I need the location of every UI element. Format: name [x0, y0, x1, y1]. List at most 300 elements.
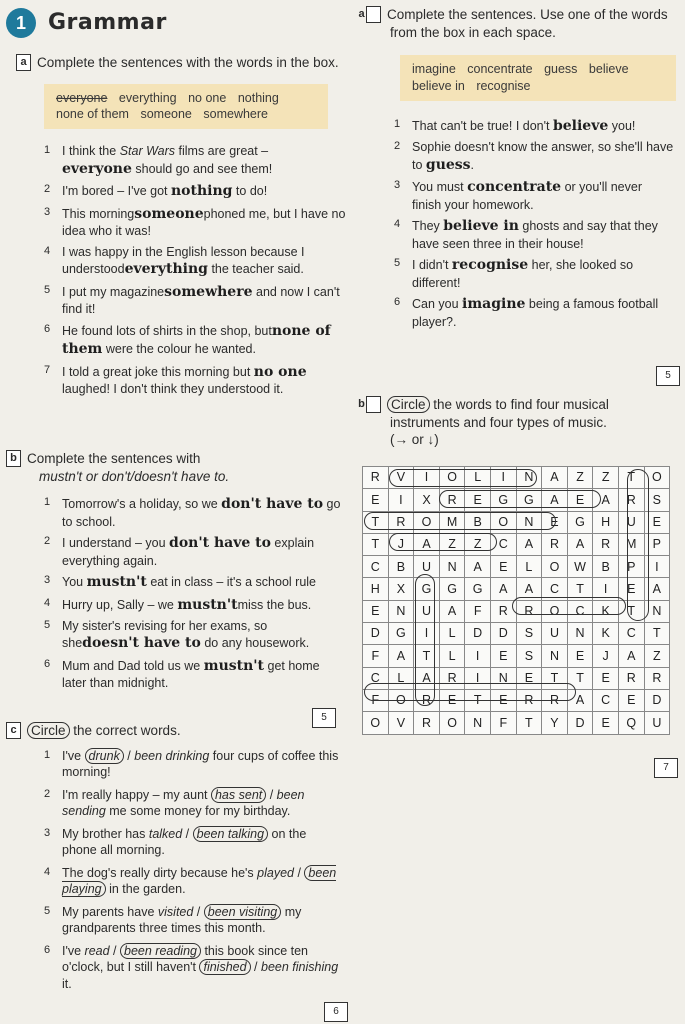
grid-cell[interactable]: G	[516, 489, 542, 511]
list-item	[44, 182, 349, 200]
circle-word: Circle	[27, 722, 70, 739]
grid-cell[interactable]: F	[363, 645, 389, 667]
grid-cell[interactable]: A	[465, 556, 491, 578]
grid-cell[interactable]: T	[363, 533, 389, 555]
item-text-before: I understand – you	[62, 536, 170, 551]
grid-cell[interactable]: O	[439, 712, 465, 734]
grid-cell[interactable]: O	[490, 511, 516, 533]
grid-cell[interactable]: E	[542, 511, 568, 533]
grid-cell[interactable]: O	[542, 600, 568, 622]
answer-text: no one	[253, 363, 307, 380]
grid-cell[interactable]: I	[465, 645, 491, 667]
grid-cell[interactable]: E	[490, 556, 516, 578]
item-number: 2	[394, 140, 401, 153]
instruction-text: Complete the sentences with	[27, 451, 201, 466]
grid-cell[interactable]: I	[414, 467, 440, 489]
list-item	[44, 904, 344, 937]
option-separator: /	[109, 943, 120, 958]
item-text-before: My sister's revising for her exams, so she	[62, 618, 268, 651]
grid-cell[interactable]: O	[542, 556, 568, 578]
option-2: been reading	[120, 943, 201, 959]
item-text: I'm really happy – my aunt	[62, 787, 211, 802]
grid-cell[interactable]: Q	[618, 712, 644, 734]
box-word: someone	[140, 107, 192, 122]
option-separator: /	[193, 904, 204, 919]
word-box-left	[44, 84, 328, 130]
grid-cell[interactable]: C	[542, 578, 568, 600]
answer-text: everyone	[62, 160, 132, 177]
grid-cell[interactable]: E	[363, 489, 389, 511]
option-3: finished	[199, 959, 250, 975]
grid-cell[interactable]: E	[593, 667, 619, 689]
grid-cell[interactable]: J	[593, 645, 619, 667]
answer-text: recognise	[451, 257, 529, 274]
grid-row	[363, 489, 670, 511]
item-text-rest: eat in class – it's a school rule	[146, 575, 316, 590]
item-number: 5	[44, 618, 51, 631]
grid-cell[interactable]: I	[593, 578, 619, 600]
grid-cell[interactable]: E	[618, 578, 644, 600]
grid-cell[interactable]: R	[542, 689, 568, 711]
section-label: c	[6, 722, 21, 739]
grid-cell[interactable]: G	[414, 578, 440, 600]
option-2: been talking	[193, 826, 268, 842]
section-b-right	[358, 396, 678, 449]
list-item	[44, 787, 344, 820]
grid-cell[interactable]: K	[593, 600, 619, 622]
grid-cell[interactable]: A	[439, 600, 465, 622]
item-text-before: This morning	[62, 206, 135, 221]
grid-cell[interactable]: T	[414, 645, 440, 667]
option-separator: /	[266, 787, 277, 802]
grid-cell[interactable]: A	[414, 667, 440, 689]
item-text-rest: should go and see them!	[131, 161, 273, 176]
box-word: no one	[188, 90, 227, 105]
grid-cell[interactable]: P	[618, 556, 644, 578]
section-a-left-list	[44, 143, 349, 397]
item-text-before: I put my magazine	[62, 284, 165, 299]
section-a-right-list	[394, 117, 674, 330]
list-item	[44, 826, 344, 859]
option-separator: /	[250, 960, 261, 975]
grid-cell[interactable]: T	[618, 600, 644, 622]
option-4: been finishing	[261, 960, 339, 975]
list-item	[394, 178, 674, 213]
box-word: recognise	[476, 78, 531, 93]
grid-cell[interactable]: D	[644, 689, 670, 711]
item-text-rest: .	[470, 157, 475, 172]
item-number: 3	[44, 574, 51, 587]
grid-cell[interactable]: P	[644, 533, 670, 555]
grid-cell[interactable]: E	[516, 667, 542, 689]
grid-cell[interactable]: T	[567, 578, 593, 600]
item-number: 1	[394, 117, 401, 130]
box-word: none of them	[56, 107, 129, 122]
grid-cell[interactable]: A	[542, 489, 568, 511]
item-text-rest: explain everything again.	[62, 536, 315, 568]
item-number: 3	[394, 179, 401, 192]
score-box: 7	[654, 758, 678, 778]
grid-cell[interactable]: F	[363, 689, 389, 711]
item-text-rest: and now I can't find it!	[62, 284, 340, 317]
grid-cell[interactable]: E	[490, 645, 516, 667]
item-number: 2	[44, 787, 51, 800]
item-text-rest: get home later than midnight.	[62, 658, 320, 691]
grid-cell[interactable]: D	[363, 623, 389, 645]
item-text: it.	[62, 976, 72, 991]
grid-cell[interactable]: N	[439, 556, 465, 578]
grid-cell[interactable]: R	[542, 533, 568, 555]
grid-cell[interactable]: F	[465, 600, 491, 622]
grid-cell[interactable]: U	[618, 511, 644, 533]
grid-row	[363, 533, 670, 555]
item-text-before: He found lots of shirts in the shop, but	[62, 323, 272, 338]
grid-cell[interactable]: E	[439, 689, 465, 711]
item-text-rest: miss the bus.	[237, 597, 312, 612]
item-text-rest: ghosts and say that they have seen three in their house!	[412, 219, 658, 251]
item-text-rest: laughed! I don't think they understood it.	[62, 382, 284, 397]
item-number: 7	[44, 363, 51, 376]
item-text: four cups of coffee this morning!	[62, 748, 339, 780]
list-item	[394, 217, 674, 252]
grid-cell[interactable]: G	[388, 623, 414, 645]
grid-cell[interactable]: S	[644, 489, 670, 511]
grid-row	[363, 623, 670, 645]
grid-cell[interactable]: T	[618, 467, 644, 489]
list-item	[44, 495, 344, 530]
item-number: 4	[44, 244, 51, 257]
list-item	[44, 322, 349, 359]
item-number: 6	[44, 322, 51, 335]
section-c-left-list	[44, 748, 344, 993]
grid-cell[interactable]: C	[593, 689, 619, 711]
grid-cell[interactable]: X	[414, 489, 440, 511]
list-item	[394, 117, 674, 135]
grid-cell[interactable]: E	[618, 689, 644, 711]
box-word: believe in	[412, 78, 465, 93]
answer-text: don't have to	[221, 496, 324, 513]
item-number: 2	[44, 535, 51, 548]
grid-cell[interactable]: A	[618, 645, 644, 667]
section-b-left-list	[44, 495, 344, 692]
answer-text: don't have to	[169, 535, 271, 552]
grid-cell[interactable]: I	[414, 623, 440, 645]
grid-cell[interactable]: A	[388, 645, 414, 667]
grid-cell[interactable]: N	[388, 600, 414, 622]
instruction-text: the words to find four musical instruments and four types of music.	[390, 397, 609, 430]
grid-cell[interactable]: T	[542, 667, 568, 689]
grid-cell[interactable]: R	[490, 600, 516, 622]
score-box: 5	[656, 366, 680, 386]
box-word: concentrate	[467, 62, 533, 77]
section-b-left-instruction	[6, 450, 346, 485]
section-b-left	[6, 450, 346, 723]
section-label: b	[6, 450, 21, 467]
grid-cell[interactable]: R	[593, 533, 619, 555]
grid-cell[interactable]: T	[363, 511, 389, 533]
grid-cell[interactable]: A	[414, 533, 440, 555]
list-item	[44, 943, 344, 993]
item-text-rest: go to school.	[62, 497, 341, 529]
grid-cell[interactable]: X	[388, 578, 414, 600]
grid-cell[interactable]: G	[490, 489, 516, 511]
option-1: visited	[157, 904, 194, 919]
answer-text: imagine	[462, 296, 526, 313]
grid-row	[363, 712, 670, 734]
list-item	[44, 534, 344, 569]
box-word: everyone	[56, 90, 108, 105]
item-text-rest: her, she looked so different!	[412, 258, 634, 290]
item-text: I've	[62, 748, 85, 763]
grid-cell[interactable]: E	[490, 689, 516, 711]
grid-cell[interactable]: V	[388, 712, 414, 734]
option-2: been playing	[62, 865, 337, 897]
item-text-before: I'm bored – I've got	[62, 184, 171, 199]
grid-cell[interactable]: T	[567, 667, 593, 689]
grid-cell[interactable]: S	[516, 645, 542, 667]
item-text: I've	[62, 943, 85, 958]
item-number: 6	[394, 296, 401, 309]
section-label: a	[16, 54, 31, 71]
option-1: played	[257, 865, 294, 880]
item-text-before: Can you	[412, 297, 463, 312]
grid-cell[interactable]: A	[490, 578, 516, 600]
grid-cell[interactable]: L	[516, 556, 542, 578]
grid-cell[interactable]: E	[363, 600, 389, 622]
grid-cell[interactable]: L	[439, 645, 465, 667]
item-text-before: I told a great joke this morning but	[62, 364, 254, 379]
circle-word: Circle	[387, 396, 430, 413]
grid-cell[interactable]: H	[593, 511, 619, 533]
grid-cell[interactable]: U	[644, 712, 670, 734]
grid-cell[interactable]: O	[644, 467, 670, 489]
grid-cell[interactable]: O	[388, 689, 414, 711]
item-number: 4	[394, 218, 401, 231]
item-text: My parents have	[62, 904, 158, 919]
item-number: 1	[44, 748, 51, 761]
grid-row	[363, 556, 670, 578]
option-separator: /	[182, 826, 193, 841]
grid-cell[interactable]: R	[618, 489, 644, 511]
grid-cell[interactable]: T	[516, 712, 542, 734]
grid-cell[interactable]: U	[414, 556, 440, 578]
list-item	[44, 596, 344, 614]
item-number: 2	[44, 183, 51, 196]
grid-cell[interactable]: J	[388, 533, 414, 555]
grid-cell[interactable]: A	[542, 467, 568, 489]
grid-cell[interactable]: R	[516, 600, 542, 622]
box-word: guess	[544, 62, 578, 77]
option-2: been drinking	[134, 748, 210, 763]
grid-cell[interactable]: R	[516, 689, 542, 711]
grid-cell[interactable]: H	[363, 578, 389, 600]
grid-cell[interactable]: R	[414, 712, 440, 734]
grid-cell[interactable]: G	[465, 578, 491, 600]
grid-cell[interactable]: N	[516, 467, 542, 489]
item-text-rest: being a famous football player?.	[412, 297, 659, 329]
answer-text: everything	[124, 261, 208, 278]
grid-cell[interactable]: Z	[465, 533, 491, 555]
grid-cell[interactable]: E	[567, 645, 593, 667]
item-text-before: Hurry up, Sally – we	[62, 597, 178, 612]
option-1: has sent	[211, 787, 266, 803]
list-item	[394, 256, 674, 291]
section-label: a	[366, 6, 381, 23]
grid-cell[interactable]: I	[465, 667, 491, 689]
list-item	[394, 295, 674, 330]
grid-cell[interactable]: N	[465, 712, 491, 734]
section-c-left-instruction	[6, 722, 346, 740]
word-search-grid	[362, 466, 670, 735]
grid-cell[interactable]: U	[542, 623, 568, 645]
item-text: My brother has	[62, 826, 149, 841]
answer-text: someone	[134, 205, 204, 222]
grid-cell[interactable]: C	[490, 533, 516, 555]
grid-cell[interactable]: Z	[439, 533, 465, 555]
item-text: this book since ten o'clock, but I still haven't	[62, 943, 308, 975]
grid-cell[interactable]: G	[439, 578, 465, 600]
grid-cell[interactable]: E	[593, 712, 619, 734]
grid-cell[interactable]: S	[516, 623, 542, 645]
grid-cell[interactable]: A	[516, 578, 542, 600]
grid-cell[interactable]: E	[567, 489, 593, 511]
grid-cell[interactable]: D	[567, 712, 593, 734]
grid-cell[interactable]: R	[439, 667, 465, 689]
grid-cell[interactable]: R	[363, 467, 389, 489]
grid-cell[interactable]: W	[567, 556, 593, 578]
item-number: 5	[44, 283, 51, 296]
grid-cell[interactable]: M	[439, 511, 465, 533]
grid-cell[interactable]: V	[388, 467, 414, 489]
grid-cell[interactable]: K	[593, 623, 619, 645]
grid-cell[interactable]: N	[644, 600, 670, 622]
item-text-before: I was happy in the English lesson because I understood	[62, 244, 305, 277]
grid-cell[interactable]: R	[439, 489, 465, 511]
grid-cell[interactable]: A	[644, 578, 670, 600]
grid-cell[interactable]: B	[465, 511, 491, 533]
item-text-before: Sophie doesn't know the answer, so she'll have to	[412, 140, 674, 172]
grid-row	[363, 645, 670, 667]
grid-cell[interactable]: C	[618, 623, 644, 645]
grid-row	[363, 667, 670, 689]
grid-cell[interactable]: Y	[542, 712, 568, 734]
option-separator: /	[123, 748, 135, 763]
item-number: 6	[44, 657, 51, 670]
grid-cell[interactable]: O	[439, 467, 465, 489]
page-title: Grammar	[48, 10, 167, 35]
grid-cell[interactable]: N	[516, 511, 542, 533]
grid-cell[interactable]: O	[363, 712, 389, 734]
grid-cell[interactable]: A	[593, 489, 619, 511]
option-2: been sending	[62, 787, 305, 819]
grid-cell[interactable]: R	[644, 667, 670, 689]
option-1: drunk	[85, 748, 124, 764]
box-word: everything	[118, 90, 177, 105]
grid-cell[interactable]: L	[465, 467, 491, 489]
grid-cell[interactable]: C	[567, 600, 593, 622]
list-item	[44, 244, 349, 279]
instruction-text: Complete the sentences with the words in the box.	[37, 55, 339, 70]
grid-cell[interactable]: B	[593, 556, 619, 578]
grid-cell[interactable]: A	[567, 533, 593, 555]
grid-cell[interactable]: U	[414, 600, 440, 622]
list-item	[394, 139, 674, 174]
grid-cell[interactable]: Z	[593, 467, 619, 489]
answer-text: believe in	[443, 218, 519, 235]
item-text-before: You	[62, 575, 87, 590]
option-1: read	[84, 943, 110, 958]
answer-text: guess	[425, 156, 471, 173]
grid-cell[interactable]: C	[363, 556, 389, 578]
grid-cell[interactable]: R	[388, 511, 414, 533]
answer-text: none of them	[62, 322, 331, 358]
answer-text: concentrate	[467, 179, 562, 196]
grid-cell[interactable]: N	[567, 623, 593, 645]
answer-text: believe	[552, 117, 609, 134]
score-box: 5	[312, 708, 336, 728]
grid-cell[interactable]: N	[542, 645, 568, 667]
grid-cell[interactable]: I	[388, 489, 414, 511]
grid-cell[interactable]: Z	[567, 467, 593, 489]
item-text: The dog's really dirty because he's	[62, 865, 258, 880]
grid-cell[interactable]: Z	[644, 645, 670, 667]
option-1: talked	[148, 826, 183, 841]
instruction-italic: mustn't or don't/doesn't have to.	[39, 468, 230, 484]
grid-cell[interactable]: O	[414, 511, 440, 533]
grid-cell[interactable]: G	[567, 511, 593, 533]
item-text-after: films are great –	[175, 144, 269, 159]
grid-cell[interactable]: B	[388, 556, 414, 578]
section-a-right	[358, 6, 678, 381]
item-text: in the garden.	[105, 882, 186, 897]
item-number: 5	[44, 904, 51, 917]
list-item	[44, 865, 344, 898]
answer-text: nothing	[171, 183, 233, 200]
section-a-left-instruction	[16, 54, 346, 72]
grid-cell[interactable]: L	[439, 623, 465, 645]
grid-cell[interactable]: L	[388, 667, 414, 689]
option-separator: /	[294, 865, 305, 880]
item-text-before: Mum and Dad told us we	[62, 658, 204, 673]
grid-cell[interactable]: C	[363, 667, 389, 689]
grid-cell[interactable]: D	[490, 623, 516, 645]
grid-cell[interactable]: N	[490, 667, 516, 689]
grid-cell[interactable]: T	[465, 689, 491, 711]
grid-cell[interactable]: E	[465, 489, 491, 511]
box-word: imagine	[412, 62, 456, 77]
grid-cell[interactable]: R	[618, 667, 644, 689]
grid-cell[interactable]: T	[644, 623, 670, 645]
item-title-italic: Star Wars	[119, 144, 176, 159]
grid-cell[interactable]: R	[414, 689, 440, 711]
grid-cell[interactable]: A	[516, 533, 542, 555]
grid-cell[interactable]: D	[465, 623, 491, 645]
grid-row	[363, 578, 670, 600]
grid-cell[interactable]: A	[567, 689, 593, 711]
grid-row	[363, 467, 670, 489]
grid-cell[interactable]: I	[644, 556, 670, 578]
item-number: 5	[394, 257, 401, 270]
word-search	[362, 466, 682, 773]
item-number: 3	[44, 826, 51, 839]
item-text-before: That can't be true! I don't	[412, 118, 553, 133]
grid-cell[interactable]: E	[644, 511, 670, 533]
grid-cell[interactable]: M	[618, 533, 644, 555]
grid-cell[interactable]: I	[490, 467, 516, 489]
item-text-before: They	[412, 219, 444, 234]
grid-cell[interactable]: F	[490, 712, 516, 734]
item-text-rest: were the colour he wanted.	[102, 342, 256, 357]
